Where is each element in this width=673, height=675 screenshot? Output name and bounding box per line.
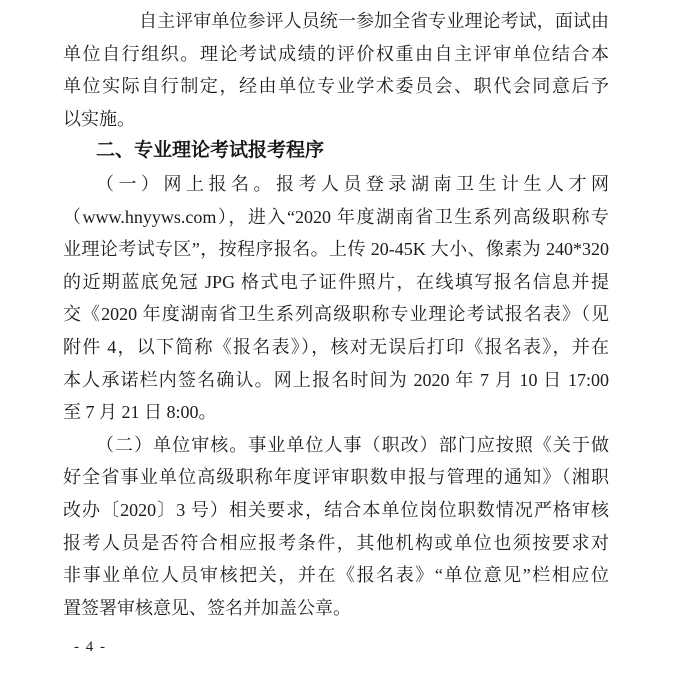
text-line: 至 7 月 21 日 8:00。	[63, 402, 217, 423]
text-line: 改办〔2020〕3 号）相关要求，结合本单位岗位职数情况严格审核	[63, 499, 609, 520]
text-line: （二）单位审核。事业单位人事（职改）部门应按照《关于做	[96, 434, 609, 455]
text-line: 附件 4，以下简称《报名表》），核对无误后打印《报名表》，并在	[63, 336, 609, 357]
page-number: - 4 -	[74, 639, 107, 656]
text-line: 以实施。	[63, 108, 135, 129]
text-line: 的近期蓝底免冠 JPG 格式电子证件照片，在线填写报名信息并提	[63, 271, 609, 292]
body-paragraph-3	[63, 429, 609, 625]
text-line: 报考人员是否符合相应报考条件，其他机构或单位也须按要求对	[63, 532, 609, 553]
text-line: 单位实际自行制定，经由单位专业学术委员会、职代会同意后予	[63, 76, 609, 97]
text-line: （一）网上报名。报考人员登录湖南卫生计生人才网	[96, 173, 609, 194]
body-paragraph-1	[63, 5, 609, 135]
text-line: 置签署审核意见、签名并加盖公章。	[63, 597, 351, 618]
body-paragraph-2	[63, 168, 609, 429]
document-page	[63, 5, 609, 664]
text-line: 好全省事业单位高级职称年度评审职数申报与管理的通知》（湘职	[63, 467, 609, 488]
section-heading: 二、专业理论考试报考程序	[96, 140, 325, 162]
text-line: 业理论考试专区”，按程序报名。上传 20-45K 大小、像素为 240*320	[63, 239, 609, 260]
text-line: 交《2020 年度湖南省卫生系列高级职称专业理论考试报名表》（见	[63, 304, 609, 325]
text-line: 非事业单位人员审核把关，并在《报名表》“单位意见”栏相应位	[63, 565, 609, 586]
text-line: 自主评审单位参评人员统一参加全省专业理论考试，面试由	[139, 11, 609, 31]
text-line: 单位自行组织。理论考试成绩的评价权重由自主评审单位结合本	[63, 43, 609, 64]
text-line: （www.hnyyws.com），进入“2020 年度湖南省卫生系列高级职称专	[63, 206, 609, 227]
text-line: 本人承诺栏内签名确认。网上报名时间为 2020 年 7 月 10 日 17:00	[63, 369, 609, 390]
